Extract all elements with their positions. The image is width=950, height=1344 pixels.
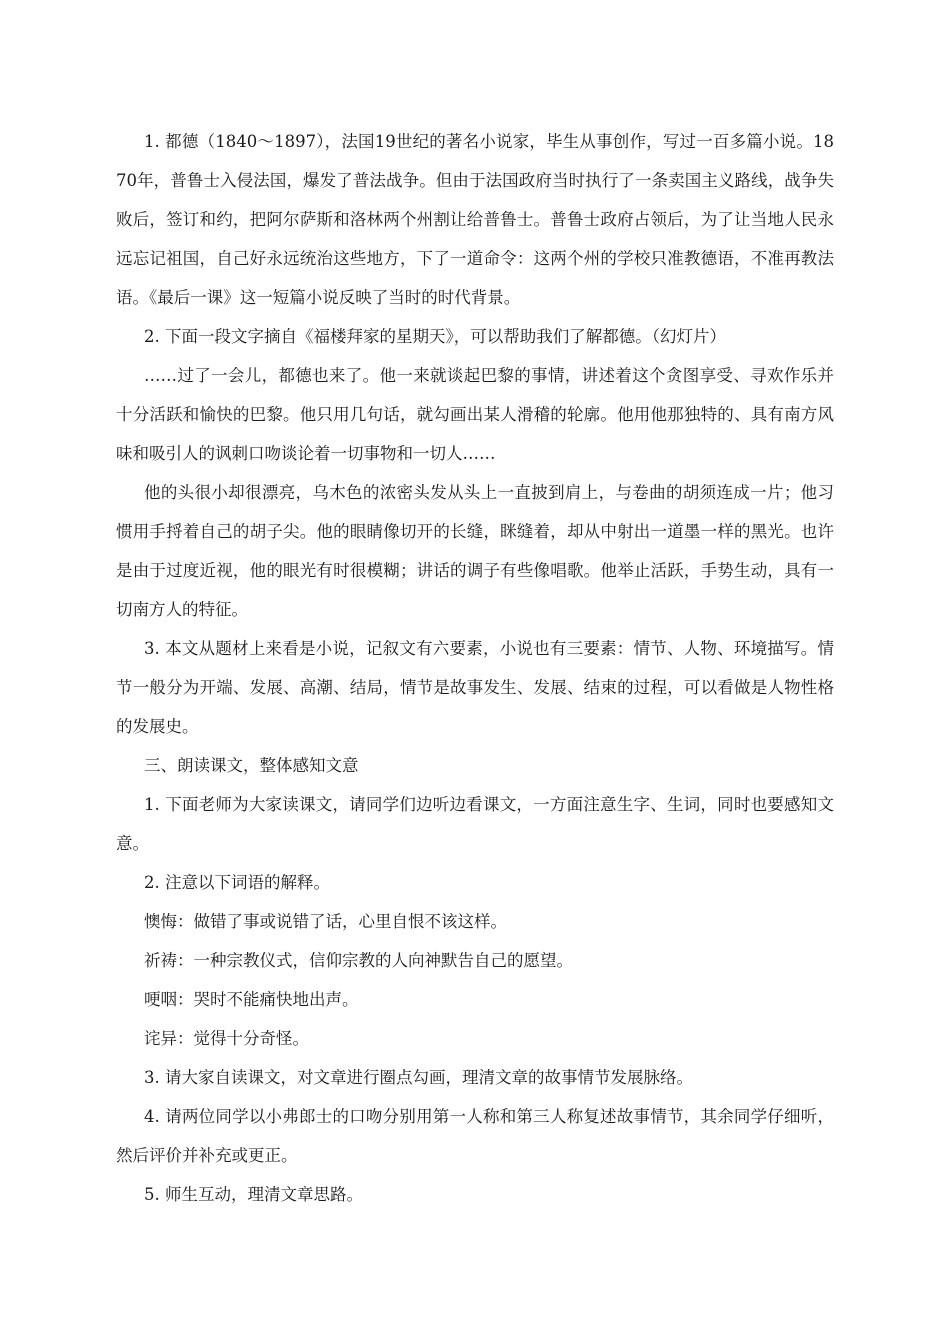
vocab-item-3: 哽咽：哭时不能痛快地出声。 — [144, 990, 359, 1009]
vocab-item-1: 懊悔：做错了事或说错了话，心里自恨不该这样。 — [144, 912, 507, 931]
paragraph-daudet-bio: 1. 都德（1840～1897），法国19世纪的著名小说家，毕生从事创作，写过一百多篇小说。1870年，普鲁士入侵法国，爆发了普法战争。但由于法国政府当时执行了一条卖国主义路线，战争失败后，签订和约，把阿尔萨斯和洛林两个州割让给普鲁士。普鲁士政府占领后，为了让当地人民永远忘记祖国，自己好永远统治这些地方，下了一道命令：这两个州的学校只准教德语，不准再教法语。《最后一课》这一短篇小说反映了当时的时代背景。 — [116, 132, 834, 307]
paragraph-step-4: 4. 请两位同学以小弗郎士的口吻分别用第一人称和第三人称复述故事情节，其余同学仔细听，然后评价并补充或更正。 — [116, 1107, 834, 1165]
paragraph-excerpt-2: 他的头很小却很漂亮，乌木色的浓密头发从头上一直披到肩上，与卷曲的胡须连成一片；他习惯用手捋着自己的胡子尖。他的眼睛像切开的长缝，眯缝着，却从中射出一道墨一样的黑光。也许是由于过度近视，他的眼光有时很模糊；讲话的调子有些像唱歌。他举止活跃，手势生动，具有一切南方人的特征。 — [116, 483, 834, 619]
paragraph-step-2: 2. 注意以下词语的解释。 — [144, 873, 330, 892]
paragraph-excerpt-intro: 2. 下面一段文字摘自《福楼拜家的星期天》，可以帮助我们了解都德。（幻灯片） — [144, 327, 726, 346]
document-page — [116, 122, 834, 1214]
vocab-item-4: 诧异：觉得十分奇怪。 — [144, 1029, 309, 1048]
paragraph-excerpt-1: ……过了一会儿，都德也来了。他一来就谈起巴黎的事情，讲述着这个贪图享受、寻欢作乐并十分活跃和愉快的巴黎。他只用几句话，就勾画出某人滑稽的轮廓。他用他那独特的、具有南方风味和吸引人的讽刺口吻谈论着一切事物和一切人…… — [116, 366, 834, 463]
section-heading-reading: 三、朗读课文，整体感知文意 — [144, 756, 359, 775]
paragraph-step-5: 5. 师生互动，理清文章思路。 — [144, 1185, 363, 1204]
paragraph-step-1: 1. 下面老师为大家读课文，请同学们边听边看课文，一方面注意生字、生词，同时也要感知文意。 — [116, 795, 834, 853]
paragraph-novel-elements: 3. 本文从题材上来看是小说，记叙文有六要素，小说也有三要素：情节、人物、环境描写。情节一般分为开端、发展、高潮、结局，情节是故事发生、发展、结束的过程，可以看做是人物性格的发展史。 — [116, 639, 834, 736]
vocab-item-2: 祈祷：一种宗教仪式，信仰宗教的人向神默告自己的愿望。 — [144, 951, 573, 970]
paragraph-step-3: 3. 请大家自读课文，对文章进行圈点勾画，理清文章的故事情节发展脉络。 — [144, 1068, 693, 1087]
